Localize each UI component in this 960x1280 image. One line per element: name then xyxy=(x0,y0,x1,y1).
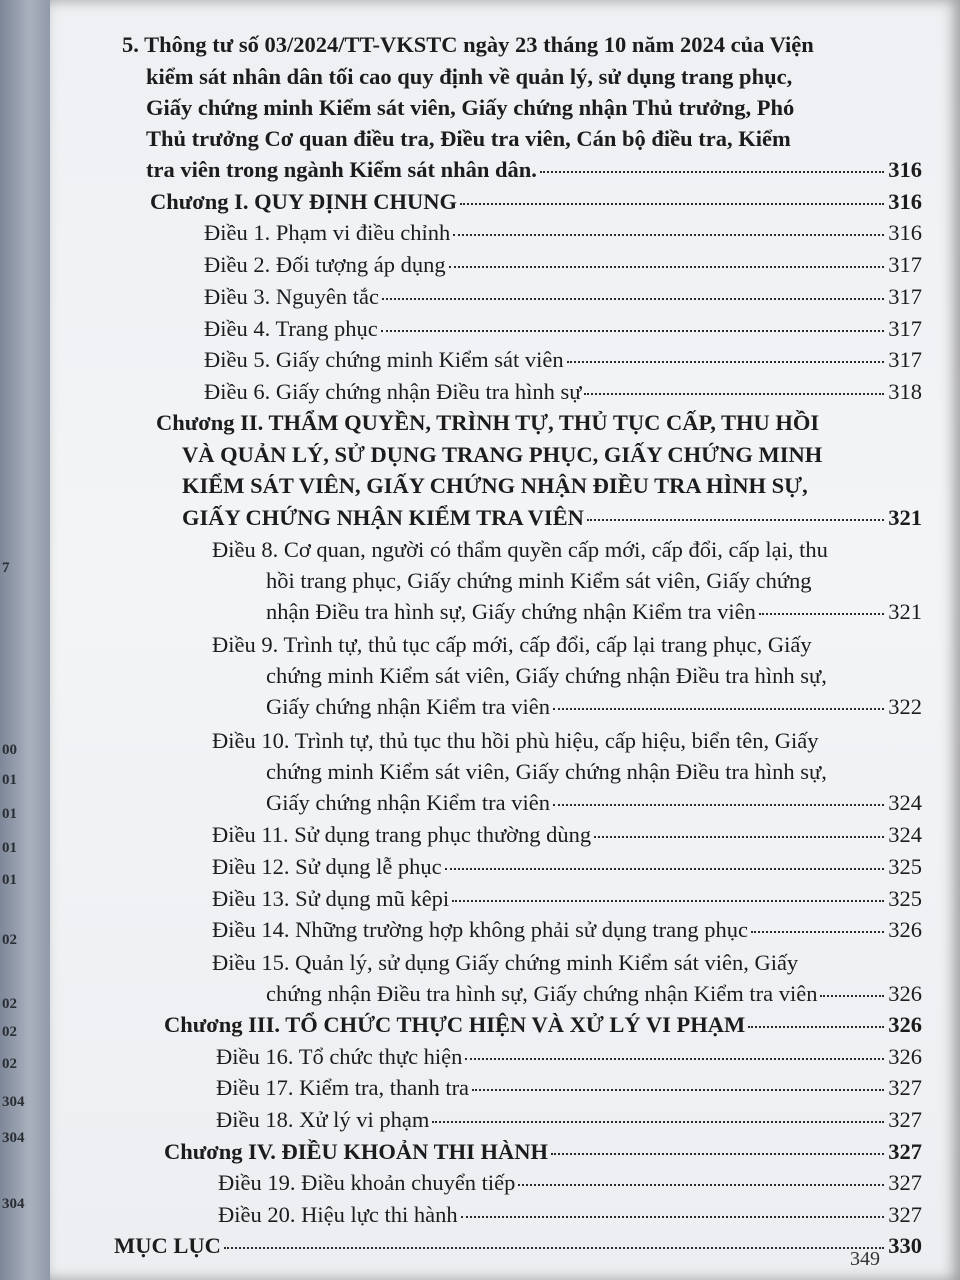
contents-title: MỤC LỤC xyxy=(114,1233,221,1258)
edge-number: 02 xyxy=(2,1056,17,1072)
dot-leader xyxy=(567,361,885,363)
toc-article[interactable] xyxy=(204,218,922,247)
entry-title: Điều 14. Những trường hợp không phải sử dụng trang phục xyxy=(212,917,748,942)
dot-leader xyxy=(820,995,884,997)
entry-page: 326 xyxy=(888,917,922,942)
entry-title: Điều 11. Sử dụng trang phục thường dùng xyxy=(212,822,592,847)
edge-number: 01 xyxy=(2,872,17,888)
dot-leader xyxy=(449,266,885,268)
entry-page: 327 xyxy=(888,1202,922,1227)
article-9-line: chứng minh Kiểm sát viên, Giấy chứng nhận Điều tra hình sự, xyxy=(266,663,827,688)
toc-article-8[interactable] xyxy=(266,597,922,626)
dot-leader xyxy=(460,203,884,205)
entry-title: Điều 12. Sử dụng lễ phục xyxy=(212,854,442,879)
article-10-line: chứng minh Kiểm sát viên, Giấy chứng nhận Điều tra hình sự, xyxy=(266,759,827,784)
entry-page: 322 xyxy=(888,694,922,719)
dot-leader xyxy=(472,1089,884,1091)
dot-leader xyxy=(759,613,884,615)
circular-title-line: Giấy chứng minh Kiểm sát viên, Giấy chứng nhận Thủ trưởng, Phó xyxy=(146,95,795,120)
adjacent-page-edge xyxy=(0,0,54,1280)
article-9-line: Điều 9. Trình tự, thủ tục cấp mới, cấp đổi, cấp lại trang phục, Giấy xyxy=(212,632,812,657)
toc-entry-circular[interactable] xyxy=(146,155,922,184)
toc-article[interactable] xyxy=(218,1200,922,1229)
entry-page: 327 xyxy=(888,1139,922,1164)
dot-leader xyxy=(452,900,884,902)
dot-leader xyxy=(381,330,885,332)
edge-number: 304 xyxy=(2,1130,25,1146)
edge-number: 304 xyxy=(2,1094,25,1110)
entry-title: Điều 17. Kiểm tra, thanh tra xyxy=(216,1075,470,1100)
circular-title-line: 5. Thông tư số 03/2024/TT-VKSTC ngày 23 tháng 10 năm 2024 của Viện xyxy=(122,32,814,57)
entry-page: 327 xyxy=(888,1170,922,1195)
dot-leader xyxy=(445,868,885,870)
entry-title: Điều 4. Trang phục xyxy=(204,316,378,341)
entry-title: Giấy chứng nhận Kiểm tra viên xyxy=(266,694,550,719)
entry-page: 316 xyxy=(888,220,922,245)
edge-number: 02 xyxy=(2,932,17,948)
entry-page: 317 xyxy=(888,252,922,277)
toc-article[interactable] xyxy=(204,377,922,406)
dot-leader xyxy=(432,1121,884,1123)
entry-page: 327 xyxy=(888,1107,922,1132)
toc-chapter-4[interactable] xyxy=(164,1137,922,1166)
toc-article[interactable] xyxy=(204,282,922,311)
entry-title: Điều 6. Giấy chứng nhận Điều tra hình sự xyxy=(204,379,582,404)
edge-number: 01 xyxy=(2,840,17,856)
toc-contents[interactable] xyxy=(114,1231,922,1260)
entry-title: nhận Điều tra hình sự, Giấy chứng nhận Kiểm tra viên xyxy=(266,599,756,624)
entry-title: Điều 2. Đối tượng áp dụng xyxy=(204,252,446,277)
entry-title: Điều 20. Hiệu lực thi hành xyxy=(218,1202,458,1227)
toc-article-10[interactable] xyxy=(266,788,922,817)
dot-leader xyxy=(453,234,884,236)
dot-leader xyxy=(748,1026,884,1028)
chapter-title: GIẤY CHỨNG NHẬN KIỂM TRA VIÊN xyxy=(182,505,584,530)
edge-number: 02 xyxy=(2,1024,17,1040)
chapter-2-title-line: KIỂM SÁT VIÊN, GIẤY CHỨNG NHẬN ĐIỀU TRA HÌNH SỰ, xyxy=(182,473,808,498)
chapter-title: Chương I. QUY ĐỊNH CHUNG xyxy=(150,189,458,214)
dot-leader xyxy=(553,804,884,806)
dot-leader xyxy=(518,1184,884,1186)
entry-title: Điều 5. Giấy chứng minh Kiểm sát viên xyxy=(204,347,564,372)
entry-page: 325 xyxy=(888,886,922,911)
toc-article[interactable] xyxy=(212,884,922,913)
entry-title: tra viên trong ngành Kiểm sát nhân dân. xyxy=(146,157,537,182)
toc-article[interactable] xyxy=(212,852,922,881)
dot-leader xyxy=(751,931,884,933)
dot-leader xyxy=(587,519,884,521)
edge-number: 01 xyxy=(2,772,17,788)
entry-page: 321 xyxy=(888,599,922,624)
entry-page: 326 xyxy=(888,1012,922,1037)
page-number: 349 xyxy=(850,1248,880,1270)
entry-title: Điều 19. Điều khoản chuyển tiếp xyxy=(218,1170,516,1195)
entry-page: 317 xyxy=(888,347,922,372)
edge-number: 304 xyxy=(2,1196,25,1212)
entry-title: Điều 3. Nguyên tắc xyxy=(204,284,379,309)
chapter-title: Chương III. TỔ CHỨC THỰC HIỆN VÀ XỬ LÝ VI PHẠM xyxy=(164,1012,746,1037)
toc-chapter-2[interactable] xyxy=(182,503,922,532)
article-15-line: Điều 15. Quản lý, sử dụng Giấy chứng minh Kiểm sát viên, Giấy xyxy=(212,950,799,975)
entry-page: 321 xyxy=(888,505,922,530)
dot-leader xyxy=(224,1247,884,1249)
edge-number: 7 xyxy=(2,560,10,576)
entry-page: 316 xyxy=(888,157,922,182)
circular-title-line: kiểm sát nhân dân tối cao quy định về quản lý, sử dụng trang phục, xyxy=(146,64,793,89)
entry-page: 324 xyxy=(888,790,922,815)
toc-page xyxy=(50,0,960,1280)
dot-leader xyxy=(594,836,884,838)
entry-page: 326 xyxy=(888,981,922,1006)
entry-page: 317 xyxy=(888,284,922,309)
toc-article[interactable] xyxy=(216,1073,922,1102)
entry-title: Điều 18. Xử lý vi phạm xyxy=(216,1107,430,1132)
toc-article[interactable] xyxy=(204,314,922,343)
dot-leader xyxy=(461,1216,885,1218)
edge-number: 00 xyxy=(2,742,17,758)
toc-article[interactable] xyxy=(204,250,922,279)
toc-article[interactable] xyxy=(216,1042,922,1071)
dot-leader xyxy=(553,708,884,710)
entry-page: 326 xyxy=(888,1044,922,1069)
edge-number: 01 xyxy=(2,806,17,822)
toc-article[interactable] xyxy=(218,1168,922,1197)
dot-leader xyxy=(465,1058,884,1060)
entry-title: Điều 16. Tổ chức thực hiện xyxy=(216,1044,463,1069)
toc-article-9[interactable] xyxy=(266,692,922,721)
entry-title: chứng nhận Điều tra hình sự, Giấy chứng nhận Kiểm tra viên xyxy=(266,981,818,1006)
article-8-line: hồi trang phục, Giấy chứng minh Kiểm sát viên, Giấy chứng xyxy=(266,568,812,593)
entry-title: Giấy chứng nhận Kiểm tra viên xyxy=(266,790,550,815)
toc-article-15[interactable] xyxy=(266,979,922,1008)
dot-leader xyxy=(551,1153,884,1155)
toc-article[interactable] xyxy=(204,345,922,374)
entry-page: 324 xyxy=(888,822,922,847)
entry-page: 318 xyxy=(888,379,922,404)
entry-page: 327 xyxy=(888,1075,922,1100)
entry-page: 325 xyxy=(888,854,922,879)
chapter-2-title-line: Chương II. THẨM QUYỀN, TRÌNH TỰ, THỦ TỤC CẤP, THU HỒI xyxy=(156,410,820,435)
chapter-2-title-line: VÀ QUẢN LÝ, SỬ DỤNG TRANG PHỤC, GIẤY CHỨNG MINH xyxy=(182,442,823,467)
circular-title-line: Thủ trưởng Cơ quan điều tra, Điều tra viên, Cán bộ điều tra, Kiểm xyxy=(146,126,791,151)
toc-chapter-3[interactable] xyxy=(164,1010,922,1039)
toc-article[interactable] xyxy=(212,820,922,849)
entry-title: Điều 13. Sử dụng mũ kêpi xyxy=(212,886,450,911)
toc-article[interactable] xyxy=(212,915,922,944)
entry-page: 330 xyxy=(888,1233,922,1258)
entry-page: 316 xyxy=(888,189,922,214)
edge-number: 02 xyxy=(2,996,17,1012)
dot-leader xyxy=(584,393,884,395)
entry-title: Điều 1. Phạm vi điều chỉnh xyxy=(204,220,451,245)
entry-page: 317 xyxy=(888,316,922,341)
toc-chapter-1[interactable] xyxy=(150,187,922,216)
dot-leader xyxy=(382,298,884,300)
article-10-line: Điều 10. Trình tự, thủ tục thu hồi phù hiệu, cấp hiệu, biển tên, Giấy xyxy=(212,728,819,753)
chapter-title: Chương IV. ĐIỀU KHOẢN THI HÀNH xyxy=(164,1139,548,1164)
dot-leader xyxy=(540,171,884,173)
article-8-line: Điều 8. Cơ quan, người có thẩm quyền cấp mới, cấp đổi, cấp lại, thu xyxy=(212,537,828,562)
toc-article[interactable] xyxy=(216,1105,922,1134)
